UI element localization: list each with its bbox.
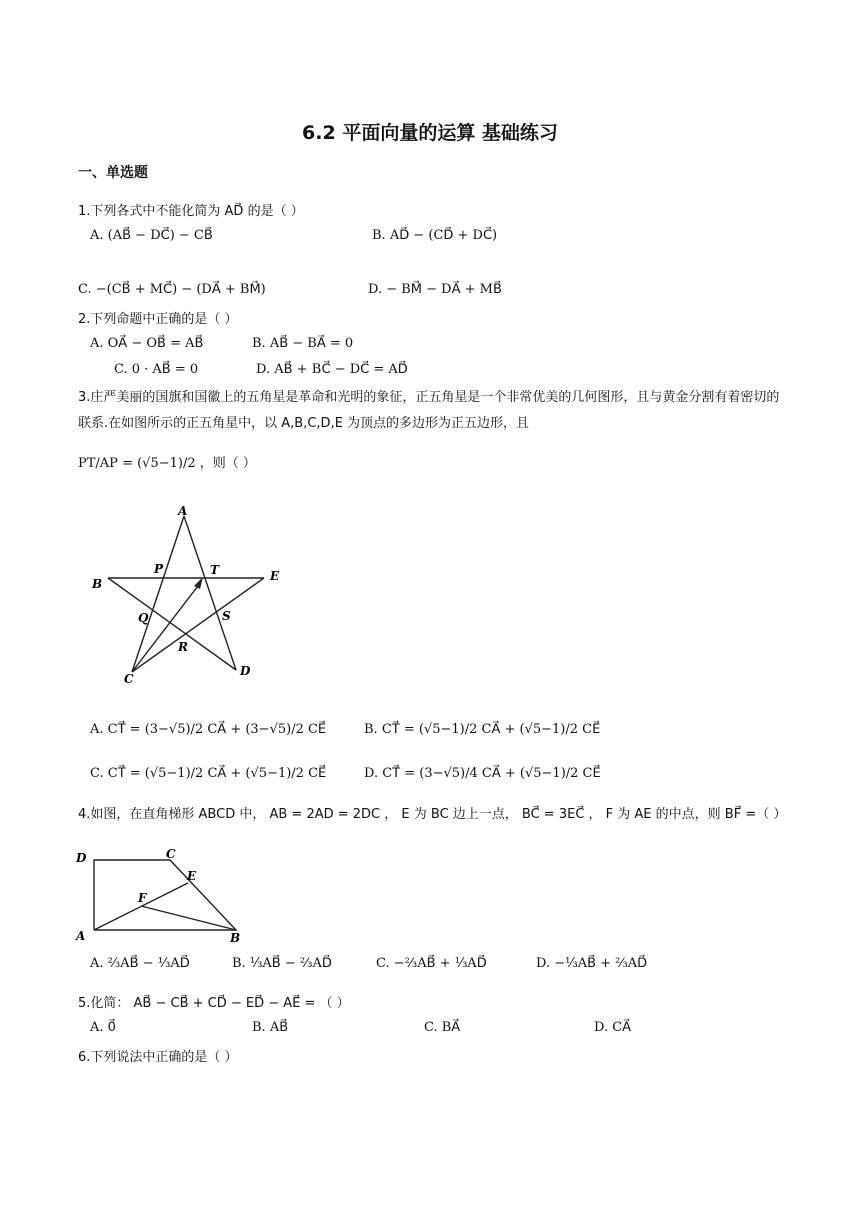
question-4-option-b: B. ⅓AB⃗ − ⅔AD⃗ [232, 956, 332, 971]
question-3-condition: PT/AP = (√5−1)/2 ，则（ ） [78, 456, 256, 471]
pentagram-figure [86, 500, 296, 690]
label-a: A [76, 929, 86, 943]
question-1-option-a: A. (AB⃗ − DC⃗) − CB⃗ [90, 228, 213, 243]
question-5-option-d: D. CA⃗ [594, 1020, 632, 1035]
vector-ct [132, 582, 201, 672]
label-c: C [124, 672, 134, 686]
question-4-stem: 4.如图，在直角梯形 ABCD 中， AB = 2AD = 2DC ， E 为 BC 边上一点， BC⃗ = 3EC⃗ ， F 为 AE 的中点，则 BF⃗ =（ ） [78, 807, 787, 822]
section-heading: 一、单选题 [78, 165, 148, 181]
question-3-option-b: B. CT⃗ = (√5−1)/2 CA⃗ + (√5−1)/2 CE⃗ [364, 722, 601, 737]
question-5-option-a: A. 0⃗ [90, 1020, 116, 1035]
question-1-option-d: D. − BM⃗ − DA⃗ + MB⃗ [368, 282, 502, 297]
question-1-option-c: C. −(CB⃗ + MC⃗) − (DA⃗ + BM⃗) [78, 282, 266, 297]
question-5-option-c: C. BA⃗ [424, 1020, 461, 1035]
label-b: B [92, 577, 103, 591]
question-2-option-d: D. AB⃗ + BC⃗ − DC⃗ = AD⃗ [256, 362, 408, 377]
question-3-option-c: C. CT⃗ = (√5−1)/2 CA⃗ + (√5−1)/2 CE⃗ [90, 766, 327, 781]
question-3-stem: 3.庄严美丽的国旗和国徽上的五角星是革命和光明的象征，正五角星是一个非常优美的几何图形，且与黄金分割有着密切的联系.在如图所示的正五角星中，以 A,B,C,D,E 为顶点的多边形为正五边形，且 [78, 390, 780, 431]
question-5-stem: 5.化简： AB⃗ − CB⃗ + CD⃗ − ED⃗ − AE⃗ = （ ） [78, 996, 350, 1011]
label-e: E [270, 569, 280, 583]
segment-fb [141, 906, 236, 930]
pentagram-edge-ac [132, 516, 184, 672]
label-t: T [210, 563, 219, 577]
question-2-option-a: A. OA⃗ − OB⃗ = AB⃗ [90, 336, 204, 351]
label-p: P [154, 562, 164, 576]
label-e: E [187, 869, 197, 883]
question-1-option-b: B. AD⃗ − (CD⃗ + DC⃗) [372, 228, 498, 243]
label-f: F [138, 891, 147, 905]
pentagram-edge-ce [132, 578, 264, 672]
label-c: C [166, 847, 176, 861]
label-d: D [76, 851, 87, 865]
question-4-option-d: D. −⅓AB⃗ + ⅔AD⃗ [536, 956, 648, 971]
vector-ct-arrowhead [194, 577, 203, 589]
question-1-stem: 1.下列各式中不能化简为 AD⃗ 的是（ ） [78, 204, 304, 219]
pentagram-edge-bd [108, 578, 236, 670]
question-4-option-a: A. ⅔AB⃗ − ⅓AD⃗ [90, 956, 190, 971]
label-a: A [178, 504, 188, 518]
label-s: S [222, 609, 231, 623]
question-4-option-c: C. −⅔AB⃗ + ⅓AD⃗ [376, 956, 487, 971]
label-q: Q [138, 611, 149, 625]
question-2-stem: 2.下列命题中正确的是（ ） [78, 312, 238, 327]
page-title: 6.2 平面向量的运算 基础练习 [302, 122, 558, 144]
question-2-option-c: C. 0 · AB⃗ = 0 [114, 362, 199, 377]
label-r: R [178, 640, 188, 654]
label-d: D [240, 664, 251, 678]
question-6-stem: 6.下列说法中正确的是（ ） [78, 1050, 238, 1065]
question-5-option-b: B. AB⃗ [252, 1020, 289, 1035]
trapezoid-figure [74, 846, 254, 946]
label-b: B [230, 931, 241, 945]
question-2-option-b: B. AB⃗ − BA⃗ = 0 [252, 336, 354, 351]
question-3-option-a: A. CT⃗ = (3−√5)/2 CA⃗ + (3−√5)/2 CE⃗ [90, 722, 327, 737]
question-3-option-d: D. CT⃗ = (3−√5)/4 CA⃗ + (√5−1)/2 CE⃗ [364, 766, 601, 781]
